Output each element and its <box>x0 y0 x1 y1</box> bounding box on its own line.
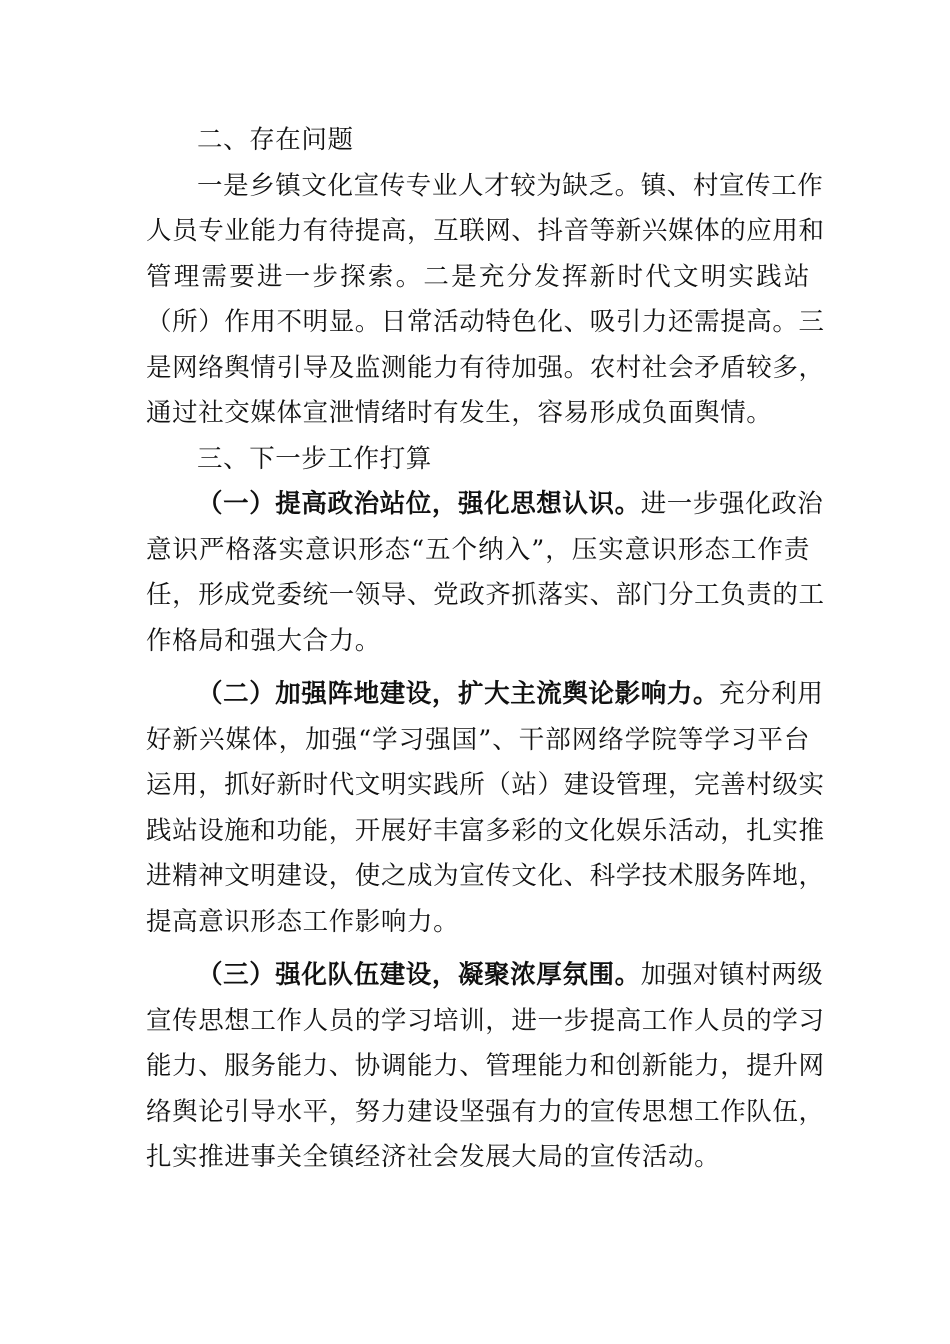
text-line: 宣传思想工作人员的学习培训，进一步提高工作人员的学习 <box>146 1005 825 1036</box>
text-line: 运用，抓好新时代文明实践所（站）建设管理，完善村级实 <box>146 770 825 800</box>
text-line: 人员专业能力有待提高，互联网、抖音等新兴媒体的应用和 <box>146 216 825 246</box>
item-title: （三）强化队伍建设，凝聚浓厚氛围。 <box>197 960 641 990</box>
paragraph-item-2 <box>146 672 825 945</box>
text-line: 能力、服务能力、协调能力、管理能力和创新能力，提升网 <box>146 1051 825 1081</box>
text-line: 意识严格落实意识形态“五个纳入”，压实意识形态工作责 <box>146 534 810 565</box>
paragraph-gap <box>146 945 810 953</box>
text-line: 提高意识形态工作影响力。 <box>146 906 460 937</box>
text-line: 络舆论引导水平，努力建设坚强有力的宣传思想工作队伍， <box>146 1096 825 1127</box>
paragraph-item-3 <box>146 953 825 1181</box>
document-page <box>146 118 825 1181</box>
item-title: （一）提高政治站位，强化思想认识。 <box>197 489 641 519</box>
text-line: 一是乡镇文化宣传专业人才较为缺乏。镇、村宣传工作 <box>197 170 824 201</box>
text-line: 进精神文明建设，使之成为宣传文化、科学技术服务阵地， <box>146 861 825 891</box>
text-line: 践站设施和功能，开展好丰富多彩的文化娱乐活动，扎实推 <box>146 815 825 846</box>
text-line <box>146 953 824 999</box>
paragraph-problems <box>146 164 825 437</box>
item-text: 加强对镇村两级 <box>640 960 824 990</box>
text-line: （所）作用不明显。日常活动特色化、吸引力还需提高。三 <box>146 307 825 337</box>
paragraph-item-1 <box>146 482 825 664</box>
text-line <box>146 482 824 528</box>
item-text: 充分利用 <box>719 679 824 709</box>
section-heading-problems: 二、存在问题 <box>197 125 354 155</box>
text-line <box>146 672 824 718</box>
text-line: 是网络舆情引导及监测能力有待加强。农村社会矛盾较多， <box>146 352 825 383</box>
item-title: （二）加强阵地建设，扩大主流舆论影响力。 <box>197 679 720 709</box>
text-line: 管理需要进一步探索。二是充分发挥新时代文明实践站 <box>146 261 810 292</box>
text-line: 任，形成党委统一领导、党政齐抓落实、部门分工负责的工 <box>146 580 825 610</box>
text-line: 扎实推进事关全镇经济社会发展大局的宣传活动。 <box>146 1142 721 1172</box>
text-line: 通过社交媒体宣泄情绪时有发生，容易形成负面舆情。 <box>146 398 773 428</box>
paragraph-gap <box>146 664 810 672</box>
text-line: 好新兴媒体，加强“学习强国”、干部网络学院等学习平台 <box>146 724 810 755</box>
text-line: 作格局和强大合力。 <box>146 625 381 656</box>
item-text: 进一步强化政治 <box>640 489 824 519</box>
section-heading-next-steps: 三、下一步工作打算 <box>197 443 432 474</box>
